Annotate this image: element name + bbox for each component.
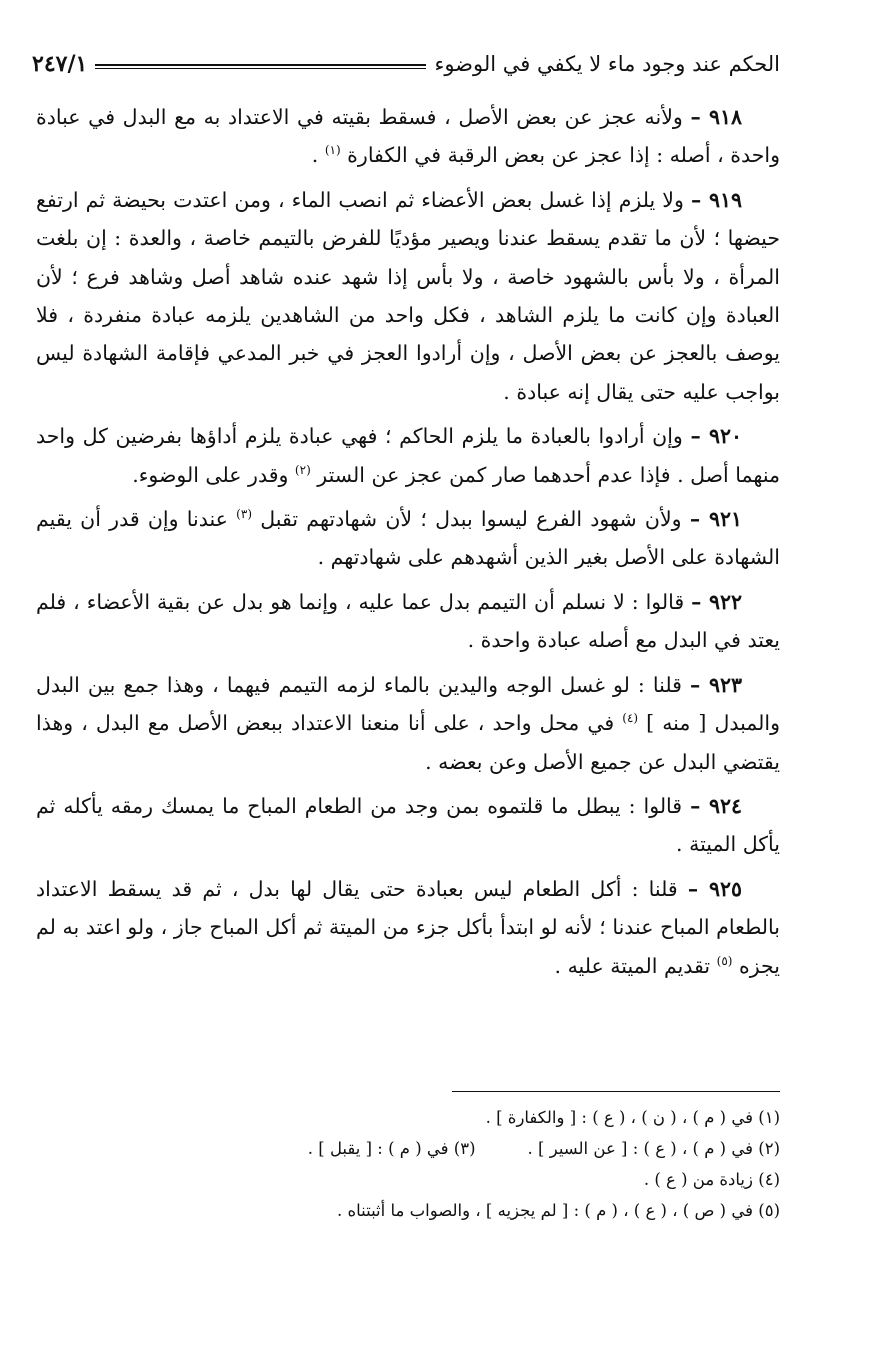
footnote-ref: (٣) [236, 507, 252, 522]
paragraph-text: ولأنه عجز عن بعض الأصل ، فسقط بقيته في الاعتداد به مع البدل في عبادة واحدة ، أصله : إذا عجز عن بعض الرقبة في الكفارة [36, 105, 780, 168]
footnote-3: (٣) في ( م ) : [ يقبل ] . [307, 1139, 476, 1158]
footnote-1: (١) في ( م ) ، ( ن ) ، ( ع ) : [ والكفارة ] . [485, 1108, 780, 1127]
footnotes [36, 1102, 780, 1226]
paragraph-text: قلنا : أكل الطعام ليس بعبادة حتى يقال لها بدل ، ثم قد يسقط الاعتداد بالطعام المباح عندنا ؛ لأنه لو ابتدأ بأكل جزء من الميتة ثم أكل المباح جاز ، ولو اعتد به لم يجزه [36, 876, 780, 978]
footnote-line [36, 1133, 780, 1164]
footnote-2: (٢) في ( م ) ، ( ع ) : [ عن السير ] . [527, 1139, 780, 1158]
paragraph-text: عندنا وإن قدر أن يقيم الشهادة على الأصل بغير الذين أشهدهم على شهادتهم . [36, 507, 780, 570]
paragraph-text: قلنا : لو غسل الوجه واليدين بالماء لزمه التيمم فيهما ، وهذا جمع بين البدل والمبدل [ منه ] [36, 672, 780, 736]
paragraph-918 [36, 98, 780, 175]
footnote-separator [452, 1091, 780, 1092]
footnote-ref: (٢) [294, 462, 311, 477]
paragraph-number: ٩٢٤ – [690, 793, 742, 818]
paragraph-text: في محل واحد ، على أنا منعنا الاعتداد ببعض الأصل مع البدل ، وهذا يقتضي البدل عن جميع الأصل وعن بعضه . [36, 711, 780, 774]
footnote-line [36, 1164, 780, 1195]
paragraph-number: ٩٢٣ – [690, 672, 742, 697]
footnote-line [36, 1102, 780, 1133]
paragraph-number: ٩٢١ – [689, 507, 742, 532]
paragraph-number: ٩١٩ – [690, 187, 742, 212]
paragraph-925 [36, 870, 780, 985]
paragraph-number: ٩٢٢ – [691, 589, 742, 614]
paragraph-number: ٩٢٠ – [690, 424, 742, 449]
paragraph-text: وقدر على الوضوء. [132, 462, 295, 487]
page-number: ٢٤٧/١ [32, 51, 88, 77]
main-text [36, 98, 780, 991]
paragraph-text: وإن أرادوا بالعبادة ما يلزم الحاكم ؛ فهي عبادة يلزم أداؤها بفرضين كل واحد منهما أصل . فإذا عدم أحدهما صار كمن عجز عن الستر [36, 424, 780, 487]
footnote-ref: (٥) [716, 953, 733, 968]
paragraph-text: تقديم الميتة عليه . [554, 953, 717, 978]
header-rule [95, 64, 426, 69]
paragraph-920 [36, 417, 780, 494]
footnote-gap [476, 1133, 528, 1164]
paragraph-923 [36, 666, 780, 781]
running-header [32, 44, 780, 84]
running-title: الحكم عند وجود ماء لا يكفي في الوضوء [434, 52, 780, 76]
footnote-line [36, 1195, 780, 1226]
paragraph-number: ٩٢٥ – [687, 876, 742, 901]
footnote-ref: (٤) [622, 711, 639, 726]
footnote-ref: (١) [324, 143, 341, 158]
paragraph-text: قالوا : يبطل ما قلتموه بمن وجد من الطعام المباح ما يمسك رمقه يأكله ثم يأكل الميتة . [36, 793, 780, 857]
paragraph-text: ولأن شهود الفرع ليسوا ببدل ؛ لأن شهادتهم تقبل [252, 507, 682, 532]
paragraph-924 [36, 787, 780, 864]
paragraph-921 [36, 500, 780, 577]
paragraph-919 [36, 181, 780, 411]
paragraph-text: ولا يلزم إذا غسل بعض الأعضاء ثم انصب الماء ، ومن اعتدت بحيضة ثم ارتفع حيضها ؛ لأن ما تقدم يسقط عندنا ويصير مؤديًا للفرض بالتيمم خاصة ، والعدة : إن بلغت المرأة ، ولا بأس بالشهود خاصة ، ولا بأس إذا شهد عنده شاهد أصل وشاهد فرع ؛ لأن العبادة وإن كانت ما يلزم الشاهد ، فكل واحد من الشاهدين يلزمه عبادة منفردة ، فلا يوصف بالعجز عن بعض الأصل ، وإن أرادوا العجز في خبر المدعي فإقامة الشهادة ليس بواجب عليه حتى يقال إنه عبادة . [36, 187, 780, 404]
paragraph-922 [36, 583, 780, 660]
paragraph-text: . [311, 143, 325, 168]
footnote-4: (٤) زيادة من ( ع ) . [643, 1170, 780, 1189]
footnote-5: (٥) في ( ص ) ، ( ع ) ، ( م ) : [ لم يجزيه ] ، والصواب ما أثبتناه . [336, 1201, 780, 1220]
paragraph-number: ٩١٨ – [690, 105, 742, 129]
paragraph-text: قالوا : لا نسلم أن التيمم بدل عما عليه ، وإنما هو بدل عن بقية الأعضاء ، فلم يعتد في البدل مع أصله عبادة واحدة . [36, 589, 780, 653]
